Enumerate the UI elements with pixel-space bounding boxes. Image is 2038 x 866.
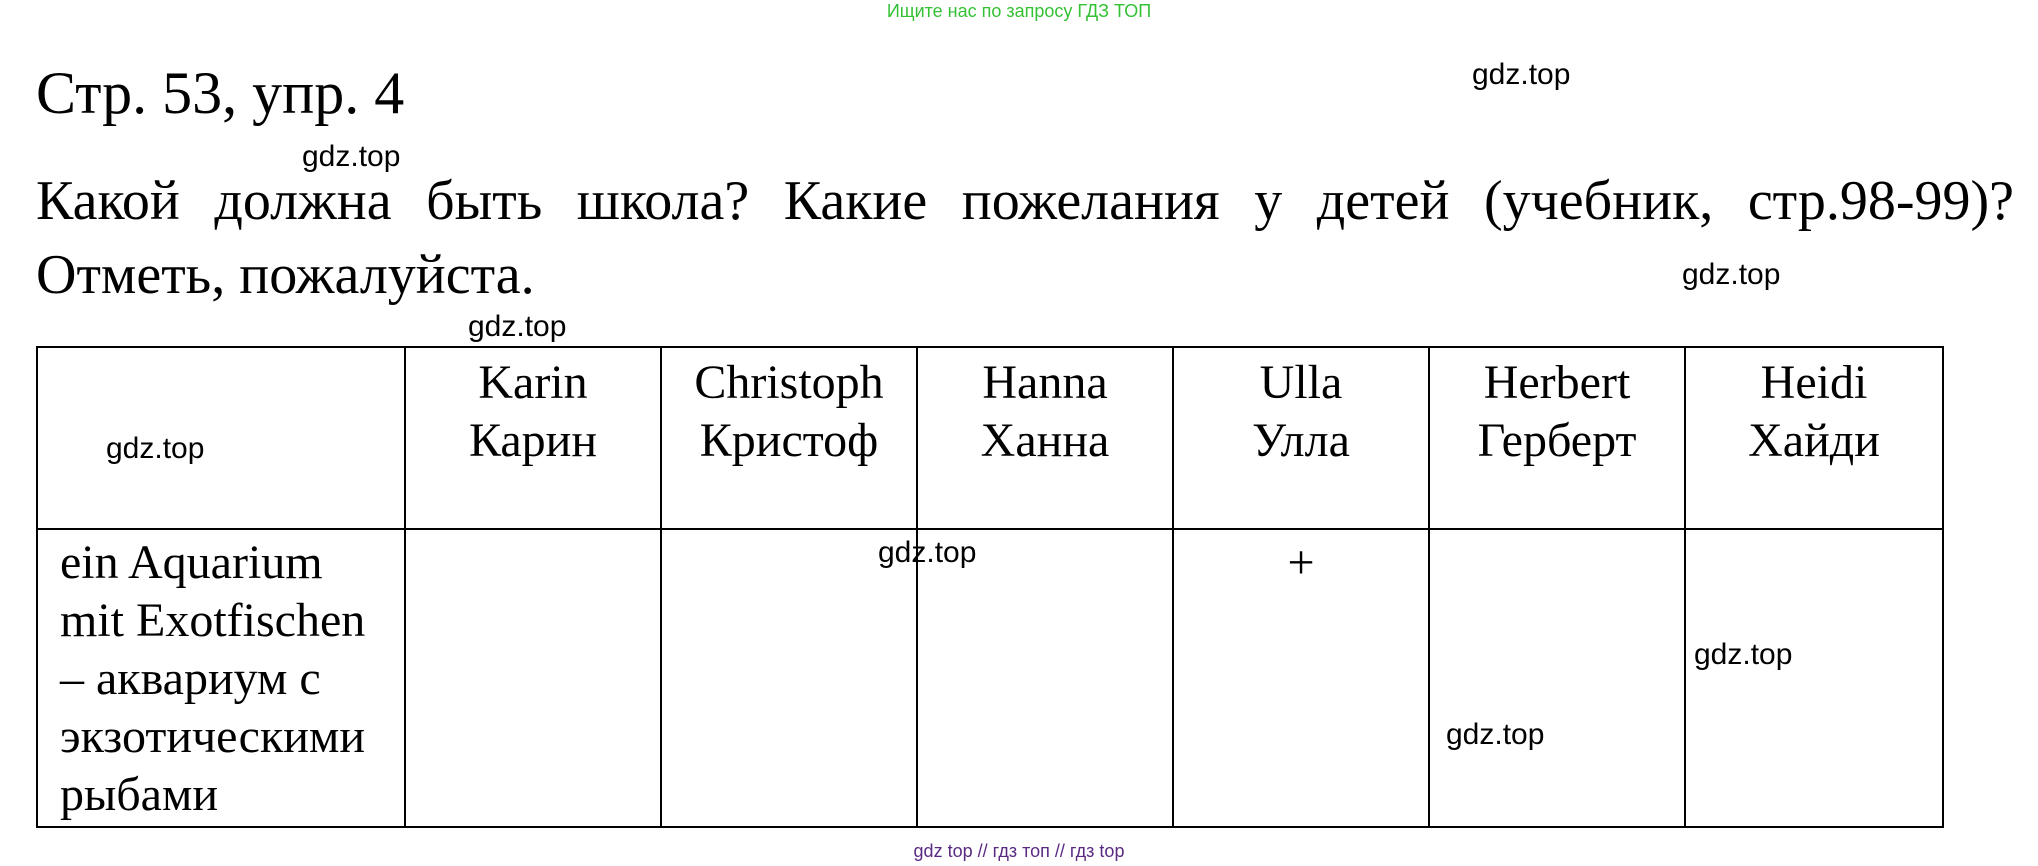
column-header-herbert bbox=[1429, 347, 1685, 529]
watermark: gdz.top bbox=[1472, 58, 1571, 91]
mark-cell-hanna[interactable] bbox=[917, 529, 1173, 827]
table-row bbox=[37, 529, 1943, 827]
column-name-ru: Кристоф bbox=[699, 414, 879, 467]
watermark: gdz.top bbox=[1694, 638, 1793, 671]
question-line-2: Отметь, пожалуйста. bbox=[36, 244, 535, 306]
top-banner: Ищите нас по запросу ГДЗ ТОП bbox=[886, 1, 1152, 21]
watermark: gdz.top bbox=[106, 432, 205, 465]
mark-cell-karin[interactable] bbox=[405, 529, 661, 827]
column-name-de: Hanna bbox=[982, 356, 1108, 409]
table-header-row bbox=[37, 347, 1943, 529]
page-title: Стр. 53, упр. 4 bbox=[36, 60, 405, 126]
column-name-de: Herbert bbox=[1483, 356, 1631, 409]
question-line-1: Какой должна быть школа? Какие пожелания у детей (учебник, стр.98-99)? bbox=[36, 170, 2014, 232]
watermark: gdz.top bbox=[468, 310, 567, 343]
column-name-de: Christoph bbox=[694, 356, 884, 409]
column-name-ru: Хайди bbox=[1748, 414, 1880, 467]
column-name-ru: Ханна bbox=[980, 414, 1110, 467]
corner-cell bbox=[37, 347, 405, 529]
wishes-table bbox=[36, 346, 1944, 828]
column-name-de: Heidi bbox=[1760, 356, 1868, 409]
column-name-ru: Карин bbox=[468, 414, 598, 467]
column-header-christoph bbox=[661, 347, 917, 529]
mark-cell-ulla[interactable]: + bbox=[1173, 529, 1429, 827]
row-label: ein Aquarium mit Exotfischen – аквариум с экзотическими рыбами bbox=[37, 529, 405, 827]
mark-cell-herbert[interactable] bbox=[1429, 529, 1685, 827]
column-name-de: Karin bbox=[478, 356, 588, 409]
column-name-ru: Улла bbox=[1252, 414, 1350, 467]
watermark: gdz.top bbox=[302, 140, 401, 173]
footer-watermark: gdz top // гдз топ // гдз top bbox=[913, 841, 1125, 861]
mark-cell-christoph[interactable] bbox=[661, 529, 917, 827]
watermark: gdz.top bbox=[878, 536, 977, 569]
column-header-heidi bbox=[1685, 347, 1943, 529]
watermark: gdz.top bbox=[1446, 718, 1545, 751]
column-header-hanna bbox=[917, 347, 1173, 529]
column-header-karin bbox=[405, 347, 661, 529]
watermark: gdz.top bbox=[1682, 258, 1781, 291]
mark-cell-heidi[interactable] bbox=[1685, 529, 1943, 827]
column-header-ulla bbox=[1173, 347, 1429, 529]
column-name-de: Ulla bbox=[1259, 356, 1343, 409]
column-name-ru: Герберт bbox=[1477, 414, 1637, 467]
